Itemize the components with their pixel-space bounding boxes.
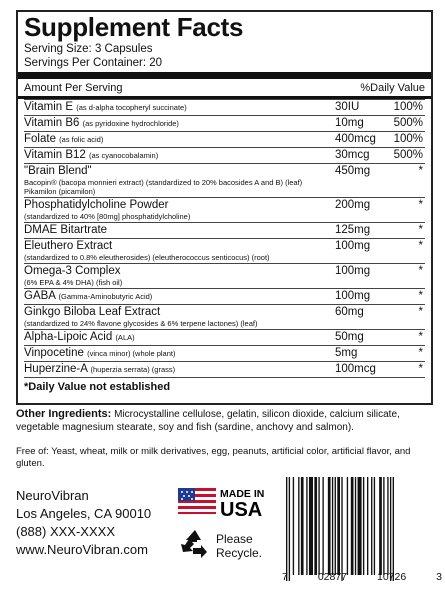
recycle-text: Recycle. bbox=[216, 546, 263, 560]
nutrient-name-cell bbox=[24, 363, 335, 376]
nutrient-name: Eleuthero Extract bbox=[24, 240, 113, 252]
nutrient-name: GABA bbox=[24, 290, 56, 302]
upc-digits bbox=[282, 571, 442, 583]
nutrient-note: Bacopin® (bacopa monnieri extract) (standardized to 20% bacosides A and B) (leaf) bbox=[24, 178, 303, 187]
barcode-bar bbox=[347, 477, 348, 575]
nutrient-amount: 100mg bbox=[335, 290, 371, 302]
barcode-bar bbox=[341, 477, 342, 581]
nutrient-name-cell bbox=[24, 133, 335, 146]
nutrient-dv: * bbox=[418, 347, 423, 359]
nutrient-note: (standardized to 0.8% eleutherosides) (eleutherococcus senticocus) (root) bbox=[24, 253, 270, 262]
nutrient-name: DMAE Bitartrate bbox=[24, 224, 108, 236]
nutrient-rows bbox=[24, 99, 425, 377]
recycle-icon bbox=[178, 527, 212, 561]
nutrient-row bbox=[24, 115, 425, 131]
nutrient-amount: 100mg bbox=[335, 265, 371, 277]
nutrient-name-cell bbox=[24, 331, 335, 344]
footnote: *Daily Value not established bbox=[24, 377, 425, 393]
nutrient-amount: 30IU bbox=[335, 101, 360, 113]
nutrient-row bbox=[24, 304, 425, 329]
nutrient-row bbox=[24, 197, 425, 222]
amount-header: Amount Per Serving bbox=[24, 82, 123, 94]
nutrient-name-cell bbox=[24, 224, 335, 237]
nutrient-row bbox=[24, 163, 425, 197]
nutrient-note: (standardized to 24% flavone glycosides & 6% terpene lactones) (leaf) bbox=[24, 319, 258, 328]
nutrient-dv: * bbox=[418, 240, 423, 252]
nutrient-name: Huperzine-A bbox=[24, 363, 88, 375]
nutrient-dv: * bbox=[418, 199, 423, 211]
nutrient-sub: (as d-alpha tocopheryl succinate) bbox=[76, 103, 187, 112]
nutrient-row bbox=[24, 263, 425, 288]
nutrient-sub: (vinca minor) (whole plant) bbox=[87, 349, 176, 358]
barcode-bar bbox=[293, 477, 294, 575]
barcode-bar bbox=[358, 477, 362, 575]
nutrient-name-cell bbox=[24, 240, 335, 262]
barcode-bar bbox=[314, 477, 317, 575]
nutrient-name: Ginkgo Biloba Leaf Extract bbox=[24, 306, 161, 318]
barcode-bar bbox=[383, 477, 384, 575]
nutrient-dv: 100% bbox=[393, 133, 423, 145]
nutrient-amount: 100mcg bbox=[335, 363, 376, 375]
other-ingredients bbox=[16, 408, 433, 434]
barcode-bar bbox=[393, 477, 394, 581]
barcode-bar bbox=[371, 477, 372, 575]
nutrient-dv: 500% bbox=[393, 149, 423, 161]
other-ingredients-label: Other Ingredients: bbox=[16, 408, 112, 420]
nutrient-sub: (Gamma-Aminobutyric Acid) bbox=[58, 292, 153, 301]
other-ingredients-text: Microcystalline cellulose, gelatin, silicon dioxide, calcium silicate, vegetable magnesium stearate, soy and fish (sardine, anchovy and salmon). bbox=[16, 409, 400, 433]
nutrient-row bbox=[24, 345, 425, 361]
barcode-bar bbox=[335, 477, 336, 575]
nutrient-note-2: Pikamilon (picamilon) bbox=[24, 187, 96, 196]
nutrient-name: "Brain Blend" bbox=[24, 165, 92, 177]
nutrient-dv: 500% bbox=[393, 117, 423, 129]
usa-text: USA bbox=[220, 499, 263, 518]
nutrient-amount: 10mg bbox=[335, 117, 364, 129]
nutrient-dv: * bbox=[418, 290, 423, 302]
dv-header: %Daily Value bbox=[360, 82, 425, 94]
nutrient-name-cell bbox=[24, 117, 335, 130]
nutrient-amount: 200mg bbox=[335, 199, 371, 211]
barcode-bar bbox=[374, 477, 375, 575]
nutrient-amount: 50mg bbox=[335, 331, 364, 343]
nutrient-name: Vitamin E bbox=[24, 101, 74, 113]
upc-digit-last: 3 bbox=[436, 571, 442, 583]
barcode-bar bbox=[390, 477, 391, 581]
nutrient-amount: 30mcg bbox=[335, 149, 370, 161]
upc-digits-right: 10726 bbox=[376, 571, 407, 583]
barcode-bar bbox=[332, 477, 333, 575]
nutrient-dv: * bbox=[418, 331, 423, 343]
upc-digit-first: 7 bbox=[282, 571, 288, 583]
nutrient-amount: 100mg bbox=[335, 240, 371, 252]
company-city: Los Angeles, CA 90010 bbox=[16, 506, 152, 521]
nutrient-sub: (as pyridoxine hydrochloride) bbox=[82, 119, 179, 128]
barcode-bar bbox=[309, 477, 313, 575]
barcode-bar bbox=[289, 477, 290, 581]
company-address bbox=[16, 487, 151, 559]
thick-rule bbox=[18, 72, 431, 79]
please-text: Please bbox=[216, 532, 253, 546]
nutrient-sub: (huperzia serrata) (grass) bbox=[90, 365, 176, 374]
nutrient-amount: 400mcg bbox=[335, 133, 376, 145]
nutrient-row bbox=[24, 222, 425, 238]
barcode-bar bbox=[367, 477, 368, 575]
nutrient-name: Alpha-Lipoic Acid bbox=[24, 331, 113, 343]
nutrient-name-cell bbox=[24, 101, 335, 114]
nutrient-name-cell bbox=[24, 149, 335, 162]
barcode-bar bbox=[322, 477, 323, 575]
serving-size: Serving Size: 3 Capsules bbox=[24, 43, 153, 55]
nutrient-note: (6% EPA & 4% DHA) (fish oil) bbox=[24, 278, 123, 287]
nutrient-dv: * bbox=[418, 224, 423, 236]
barcode-bar bbox=[286, 477, 287, 581]
servings-per-container: Servings Per Container: 20 bbox=[24, 57, 163, 69]
nutrient-name: Vitamin B6 bbox=[24, 117, 80, 129]
free-of-statement: Free of: Yeast, wheat, milk or milk derivatives, egg, peanuts, artificial color, artificial flavor, and gluten. bbox=[16, 446, 411, 469]
nutrient-row bbox=[24, 131, 425, 147]
supplement-facts-panel bbox=[16, 10, 433, 405]
nutrient-name-cell bbox=[24, 199, 335, 221]
company-website: www.NeuroVibran.com bbox=[16, 542, 148, 557]
nutrient-note: (standardized to 40% [80mg] phosphatidylcholine) bbox=[24, 212, 191, 221]
barcode-bar bbox=[379, 477, 382, 575]
barcode-bar bbox=[306, 477, 307, 575]
nutrient-name-cell bbox=[24, 265, 335, 287]
nutrient-row bbox=[24, 361, 425, 377]
nutrient-name-cell bbox=[24, 290, 335, 303]
nutrient-dv: * bbox=[418, 306, 423, 318]
nutrient-sub: (ALA) bbox=[115, 333, 135, 342]
nutrient-name: Folate bbox=[24, 133, 56, 145]
nutrient-dv: * bbox=[418, 165, 423, 177]
nutrient-amount: 125mg bbox=[335, 224, 371, 236]
barcode-bar bbox=[301, 477, 304, 575]
nutrient-name: Phosphatidylcholine Powder bbox=[24, 199, 169, 211]
nutrient-name: Vitamin B12 bbox=[24, 149, 86, 161]
nutrient-name: Omega-3 Complex bbox=[24, 265, 121, 277]
nutrient-name-cell bbox=[24, 347, 335, 360]
nutrient-row bbox=[24, 147, 425, 163]
barcode-bar bbox=[318, 477, 319, 575]
column-header bbox=[24, 80, 425, 96]
nutrient-row bbox=[24, 288, 425, 304]
nutrient-row bbox=[24, 329, 425, 345]
barcode-bar bbox=[355, 477, 356, 575]
nutrient-dv: * bbox=[418, 265, 423, 277]
us-flag-icon bbox=[178, 488, 216, 514]
nutrient-name: Vinpocetine bbox=[24, 347, 84, 359]
barcode-bar bbox=[337, 477, 340, 575]
barcode-bar bbox=[298, 477, 299, 575]
nutrient-sub: (as cyanocobalamin) bbox=[89, 151, 159, 160]
panel-title: Supplement Facts bbox=[24, 12, 244, 42]
barcode-bar bbox=[328, 477, 331, 575]
nutrient-row bbox=[24, 238, 425, 263]
company-name: NeuroVibran bbox=[16, 488, 89, 503]
recycle-badge bbox=[178, 527, 278, 569]
upc-digits-left: 02877 bbox=[317, 571, 348, 583]
nutrient-sub: (as folic acid) bbox=[59, 135, 104, 144]
company-phone: (888) XXX-XXXX bbox=[16, 524, 115, 539]
nutrient-row bbox=[24, 99, 425, 115]
barcode-bar bbox=[351, 477, 354, 575]
nutrient-amount: 60mg bbox=[335, 306, 364, 318]
nutrient-amount: 450mg bbox=[335, 165, 371, 177]
made-in-usa-badge bbox=[178, 484, 273, 518]
nutrient-name-cell bbox=[24, 165, 335, 196]
nutrient-dv: 100% bbox=[393, 101, 423, 113]
nutrient-dv: * bbox=[418, 363, 423, 375]
made-in-text: MADE IN bbox=[220, 488, 265, 500]
nutrient-amount: 5mg bbox=[335, 347, 358, 359]
barcode-bar bbox=[387, 477, 388, 575]
nutrient-name-cell bbox=[24, 306, 335, 328]
barcode-bar bbox=[363, 477, 364, 575]
